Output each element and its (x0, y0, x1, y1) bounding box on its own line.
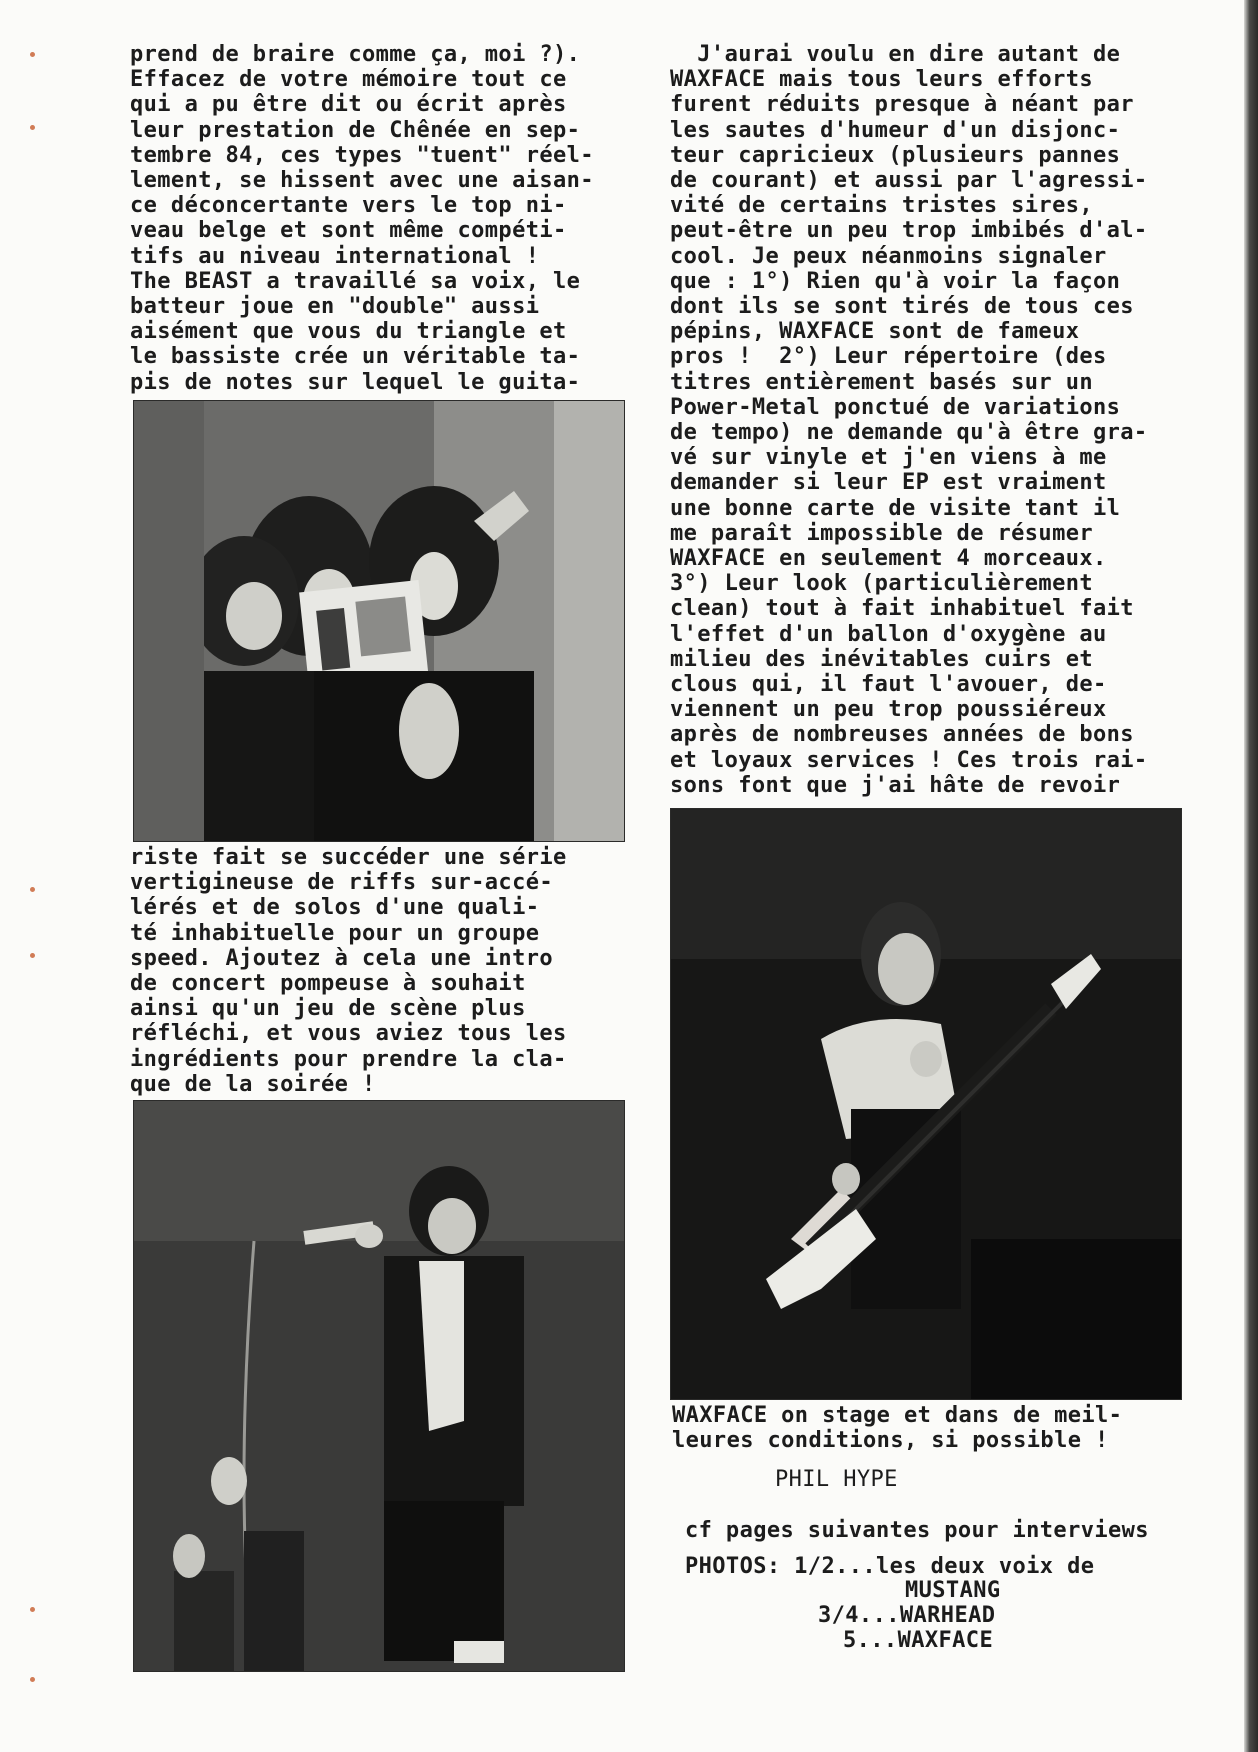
photo-caption: WAXFACE on stage et dans de meil- leures conditions, si possible ! (672, 1403, 1123, 1454)
author-signature: PHIL HYPE (775, 1467, 898, 1492)
binder-hole (30, 887, 35, 892)
binder-hole (30, 125, 35, 130)
interviews-note: cf pages suivantes pour interviews (685, 1518, 1149, 1543)
left-column-middle-text: riste fait se succéder une série vertigineuse de riffs sur-accé- lérés et de solos d'une quali- té inhabituelle pour un groupe speed. Ajoutez à cela une intro de concert pompeuse à souhait ainsi qu'un jeu de scène plus réfléchi, et vous aviez tous les ingrédients pour prendre la cla- que de la soirée ! (130, 845, 567, 1097)
binder-hole (30, 1607, 35, 1612)
binder-hole (30, 953, 35, 958)
binder-hole (30, 1677, 35, 1682)
photos-credit-line-2: MUSTANG (905, 1578, 1001, 1603)
photos-credit-line-3: 3/4...WARHEAD (818, 1603, 996, 1628)
binder-hole (30, 52, 35, 57)
photo-waxface-guitarist (670, 808, 1182, 1400)
photo-band-trio-with-magazine (133, 400, 625, 842)
photos-credit-line-1: PHOTOS: 1/2...les deux voix de (685, 1554, 1095, 1579)
scan-edge-shadow (1244, 0, 1258, 1752)
left-column-top-text: prend de braire comme ça, moi ?). Effacez de votre mémoire tout ce qui a pu être dit ou écrit après leur prestation de Chênée en sep- tembre 84, ces types "tuent" réel- lement, se hissent avec une aisan- ce déconcertante vers le top ni- veau belge et sont même compéti- tifs au niveau international ! The BEAST a travaillé sa voix, le batteur joue en "double" aussi aisément que vous du triangle et le bassiste crée un véritable ta- pis de notes sur lequel le guita- (130, 42, 594, 395)
photo-singer-with-microphone (133, 1100, 625, 1672)
right-column-top-text: J'aurai voulu en dire autant de WAXFACE mais tous leurs efforts furent réduits presque à néant par les sautes d'humeur d'un disjonc- teur capricieux (plusieurs pannes de courant) et aussi par l'agressi- vité de certains tristes sires, peut-être un peu trop imbibés d'al- cool. Je peux néanmoins signaler que : 1°) Rien qu'à voir la façon dont ils se sont tirés de tous ces pépins, WAXFACE sont de fameux pros ! 2°) Leur répertoire (des titres entièrement basés sur un Power-Metal ponctué de variations de tempo) ne demande qu'à être gra- vé sur vinyle et j'en viens à me demander si leur EP est vraiment une bonne carte de visite tant il me paraît impossible de résumer WAXFACE en seulement 4 morceaux. 3°) Leur look (particulièrement clean) tout à fait inhabituel fait l'effet d'un ballon d'oxygène au milieu des inévitables cuirs et clous qui, il faut l'avouer, de- viennent un peu trop poussiéreux après de nombreuses années de bons et loyaux services ! Ces trois rai- sons font que j'ai hâte de revoir (670, 42, 1148, 798)
photos-credit-line-4: 5...WAXFACE (843, 1628, 994, 1653)
